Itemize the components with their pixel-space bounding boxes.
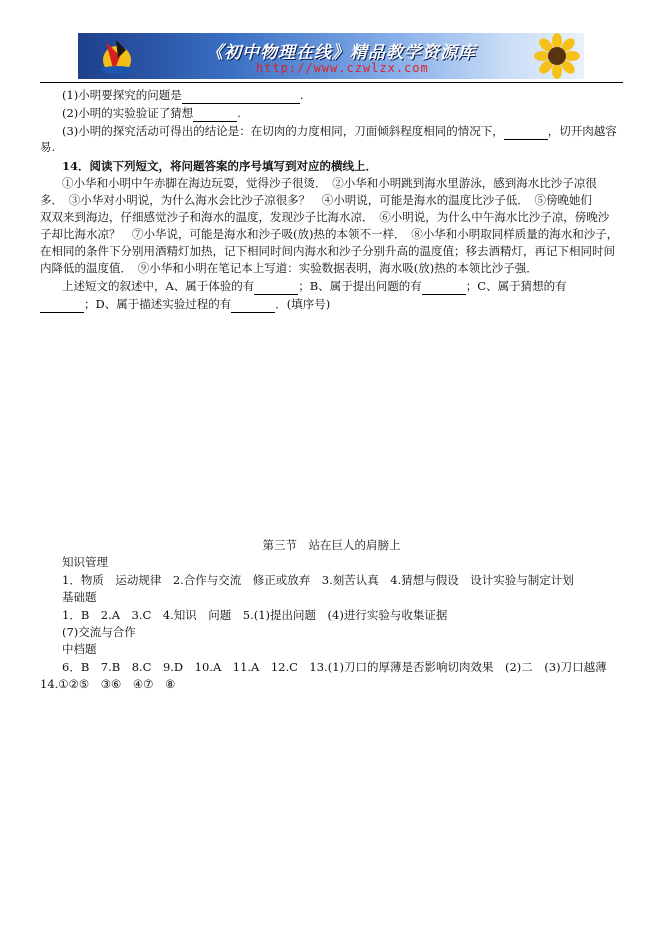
q14-line: 双双来到海边，仔细感觉沙子和海水的温度，发现沙子比海水凉． ⑥小明说，为什么中午海水比沙子凉，傍晚沙	[40, 210, 610, 224]
answer-blank	[422, 280, 466, 295]
answer-blank	[231, 298, 275, 313]
answer-blank	[193, 107, 237, 122]
q14-line: 子却比海水凉？ ⑦小华说，可能是海水和沙子吸(放)热的本领不一样． ⑧小华和小明取同样质量的海水和沙子，	[40, 227, 619, 241]
site-logo-icon	[96, 36, 138, 76]
q14-fill-line	[40, 295, 623, 313]
answer-line: 6．B 7.B 8.C 9.D 10.A 11.A 12.C 13.(1)刀口的厚薄是否影响切肉效果 (2)二 (3)刀口越薄	[62, 660, 607, 674]
q13-part2-end: .	[237, 106, 241, 120]
heading-basic: 基础题	[62, 590, 97, 604]
q14-title: 14．阅读下列短文，将问题答案的序号填写到对应的横线上．	[62, 159, 378, 173]
q14-line: 内降低的温度值． ⑨小华和小明在笔记本上写道：实验数据表明，海水吸(放)热的本领比沙子强．	[40, 261, 538, 275]
answer-blank	[254, 280, 298, 295]
q13-part1-end: .	[299, 88, 304, 102]
banner-title: 《初中物理在线》精品教学资源库	[206, 43, 476, 63]
q13-part3-end: ，切开肉越容	[547, 124, 617, 138]
answer-blank	[40, 298, 84, 313]
q13-part2-text: (2)小明的实验验证了猜想	[62, 106, 194, 120]
q14-line: ①小华和小明中午赤脚在海边玩耍，觉得沙子很烫． ②小华和小明跳到海水里游泳，感到海水比沙子凉很	[62, 176, 597, 190]
q14-part-a: 上述短文的叙述中，A、属于体验的有	[62, 279, 255, 293]
answer-line: 1．物质 运动规律 2.合作与交流 修正或放弃 3.刻苦认真 4.猜想与假设 设计实验与制定计划	[62, 573, 574, 587]
q14-part-d: ；D、属于描述实验过程的有	[84, 297, 232, 311]
answer-blank	[182, 89, 300, 104]
q13-part1	[40, 86, 645, 104]
q14-part-b: ；B、属于提出问题的有	[298, 279, 422, 293]
banner-url: http://www.czwlzx.com	[256, 61, 429, 75]
sunflower-icon	[534, 33, 580, 79]
section-title: 第三节 站在巨人的肩膀上	[262, 538, 401, 552]
heading-knowledge: 知识管理	[62, 555, 108, 569]
answer-line: 14.①②⑤ ③⑥ ④⑦ ⑧	[40, 677, 176, 691]
q14-line: 在相同的条件下分别用酒精灯加热，记下相同时间内海水和沙子分别升高的温度值；移去酒精灯，再记下相同时间	[40, 244, 615, 258]
q13-part2	[40, 104, 645, 122]
answer-line: (7)交流与合作	[62, 625, 136, 639]
q13-part3-text: (3)小明的探究活动可得出的结论是：在切肉的力度相同，刀面倾斜程度相同的情况下，	[62, 124, 504, 138]
q14-part-c: ；C、属于猜想的有	[465, 279, 567, 293]
q14-fill-line	[40, 277, 645, 295]
q14-line: 多． ③小华对小明说，为什么海水会比沙子凉很多？ ④小明说，可能是海水的温度比沙子低． ⑤傍晚她们	[40, 193, 592, 207]
heading-mid: 中档题	[62, 642, 97, 656]
q13-part1-text: (1)小明要探究的问题是	[62, 88, 182, 102]
q13-part3-cont: 易.	[40, 140, 56, 154]
answer-line: 1．B 2.A 3.C 4.知识 问题 5.(1)提出问题 (4)进行实验与收集证据	[62, 608, 448, 622]
header-rule	[40, 82, 623, 83]
q14-part-end: ．(填序号)	[275, 297, 331, 311]
header-banner	[78, 33, 584, 79]
